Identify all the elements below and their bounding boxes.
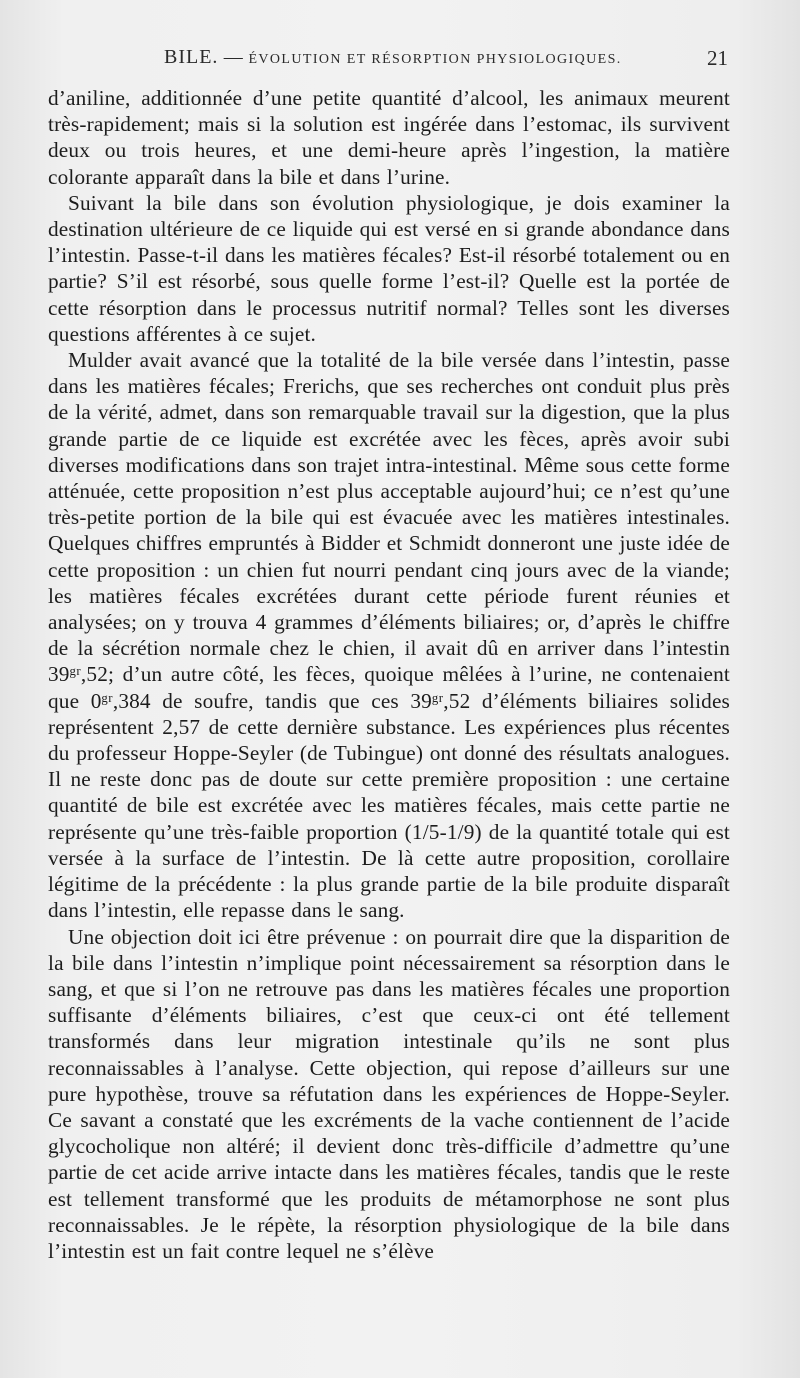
header-subtitle: ÉVOLUTION ET RÉSORPTION PHYSIOLOGIQUES. (248, 52, 622, 67)
paragraph-3: Mulder avait avancé que la totalité de la bile versée dans l’intestin, passe dans les matières fécales; Frerichs, que ses recherches ont conduit plus près de la vérité, admet, dans son remarquable travail sur la digestion, que la plus grande partie de ce liquide est excrétée avec les fèces, après avoir subi diverses modifications dans son trajet intra-intestinal. Même sous cette forme atténuée, cette proposition n’est plus acceptable aujourd’hui; ce n’est qu’une très-petite portion de la bile qui est évacuée avec les matières intestinales. Quelques chiffres empruntés à Bidder et Schmidt donneront une juste idée de cette proposition : un chien fut nourri pendant cinq jours avec de la viande; les matières fécales excrétées durant cette période furent réunies et analysées; on y trouva 4 grammes d’éléments biliaires; or, d’après le chiffre de la sécrétion normale chez le chien, il avait dû en arriver dans l’intestin 39ᵍʳ,52; d’un autre côté, les fèces, quoique mêlées à l’urine, ne contenaient que 0ᵍʳ,384 de soufre, tandis que ces 39ᵍʳ,52 d’éléments biliaires solides représentent 2,57 de cette dernière substance. Les expériences plus récentes du professeur Hoppe-Seyler (de Tubingue) ont donné des résultats analogues. Il ne reste donc pas de doute sur cette première proposition : une certaine quantité de bile est excrétée avec les matières fécales, mais cette partie ne représente qu’une très-faible proportion (1/5-1/9) de la quantité totale qui est versée à la surface de l’intestin. De là cette autre proposition, corollaire légitime de la précédente : la plus grande partie de la bile produite disparaît dans l’intestin, elle repasse dans le sang. (48, 348, 730, 923)
paragraph-1: d’aniline, additionnée d’une petite quantité d’alcool, les animaux meurent très-rapidement; mais si la solution est ingérée dans l’estomac, ils survivent deux ou trois heures, et une demi-heure après l’ingestion, la matière colorante apparaît dans la bile et dans l’urine. (48, 86, 730, 189)
running-header (48, 46, 728, 76)
page-number: 21 (707, 46, 728, 70)
paragraph-4: Une objection doit ici être prévenue : on pourrait dire que la disparition de la bile dans l’intestin n’implique point nécessairement sa résorption dans le sang, et que si l’on ne retrouve pas dans les matières fécales une proportion suffisante d’éléments biliaires, c’est que ceux-ci ont été tellement transformés dans leur migration intestinale qu’ils ne sont plus reconnaissables à l’analyse. Cette objection, qui repose d’ailleurs sur une pure hypothèse, trouve sa réfutation dans les expériences de Hoppe-Seyler. Ce savant a constaté que les excréments de la vache contiennent de l’acide glycocholique non altéré; il devient donc très-difficile d’admettre qu’une partie de cet acide arrive intacte dans les matières fécales, tandis que le reste est tellement transformé que les produits de métamorphose ne sont plus reconnaissables. Je le répète, la résorption physiologique de la bile dans l’intestin est un fait contre lequel ne s’élève (48, 924, 730, 1263)
header-dash: — (223, 47, 244, 68)
paragraph-2: Suivant la bile dans son évolution physiologique, je dois examiner la destination ultérieure de ce liquide qui est versé en si grande abondance dans l’intestin. Passe-t-il dans les matières fécales? Est-il résorbé totalement ou en partie? S’il est résorbé, sous quelle forme l’est-il? Quelle est la portée de cette résorption dans le processus nutritif normal? Telles sont les diverses questions afférentes à ce sujet. (48, 190, 730, 346)
body-text (48, 85, 730, 1264)
header-title: BILE. (164, 46, 219, 68)
running-title (164, 46, 622, 69)
